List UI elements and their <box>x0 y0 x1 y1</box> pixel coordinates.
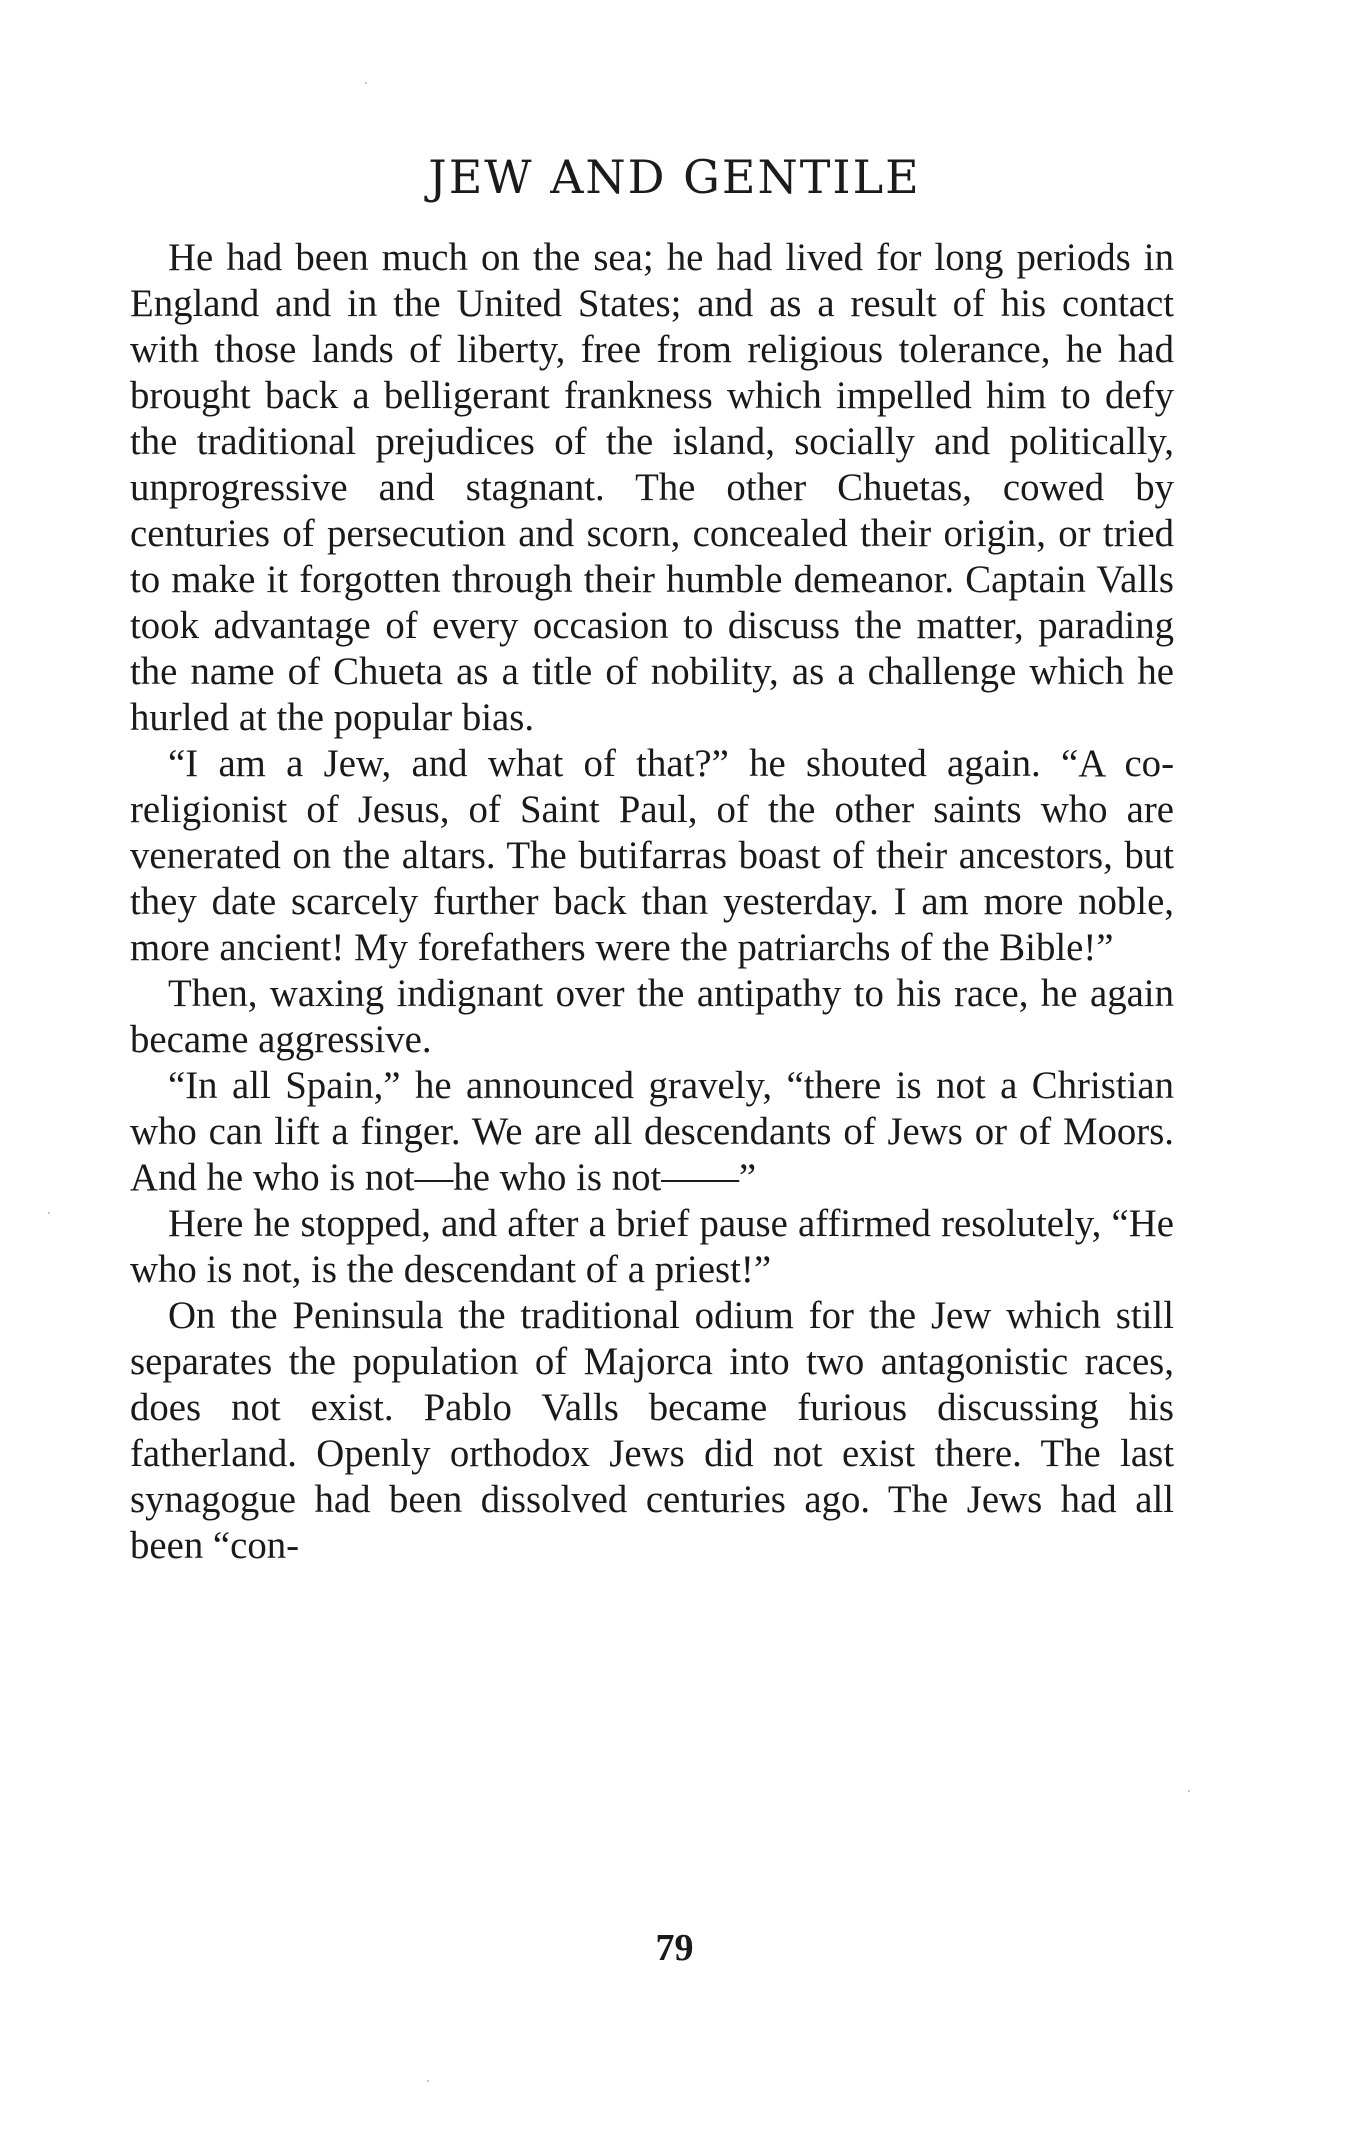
paper-speck <box>48 1212 50 1214</box>
paragraph: “In all Spain,” he announced gravely, “there is not a Christian who can lift a finger. We are all descendants of Jews or of Moors. And he who is not—he who is not——” <box>130 1064 1174 1199</box>
paragraph: On the Peninsula the traditional odium for the Jew which still separates the population of Majorca into two antagonistic races, does not exist. Pablo Valls became furious discussing his fatherland. Openly orthodox Jews did not exist there. The last synagogue had been dissolved centuries ago. The Jews had all been “con- <box>130 1294 1174 1567</box>
paragraph: Then, waxing indignant over the antipathy to his race, he again became aggressive. <box>130 972 1174 1061</box>
paper-speck <box>1188 1790 1190 1792</box>
paragraph: Here he stopped, and after a brief pause affirmed resolutely, “He who is not, is the descendant of a priest!” <box>130 1202 1174 1291</box>
body-text <box>130 235 1174 1569</box>
page-number: 79 <box>655 1927 694 1969</box>
running-head: JEW AND GENTILE <box>428 150 921 204</box>
paper-speck <box>365 82 367 84</box>
paragraph: He had been much on the sea; he had lived for long periods in England and in the United States; and as a result of his contact with those lands of liberty, free from religious tolerance, he had brought back a belligerant frankness which impelled him to defy the traditional prejudices of the island, socially and politically, unprogressive and stagnant. The other Chuetas, cowed by centuries of persecution and scorn, concealed their origin, or tried to make it forgotten through their humble demeanor. Captain Valls took advantage of every occasion to discuss the matter, parading the name of Chueta as a title of nobility, as a challenge which he hurled at the popular bias. <box>130 236 1174 739</box>
paper-speck <box>427 2080 429 2082</box>
paragraph: “I am a Jew, and what of that?” he shouted again. “A co-religionist of Jesus, of Saint Paul, of the other saints who are venerated on the altars. The butifarras boast of their ancestors, but they date scarcely further back than yesterday. I am more noble, more ancient! My forefathers were the patriarchs of the Bible!” <box>130 742 1174 969</box>
